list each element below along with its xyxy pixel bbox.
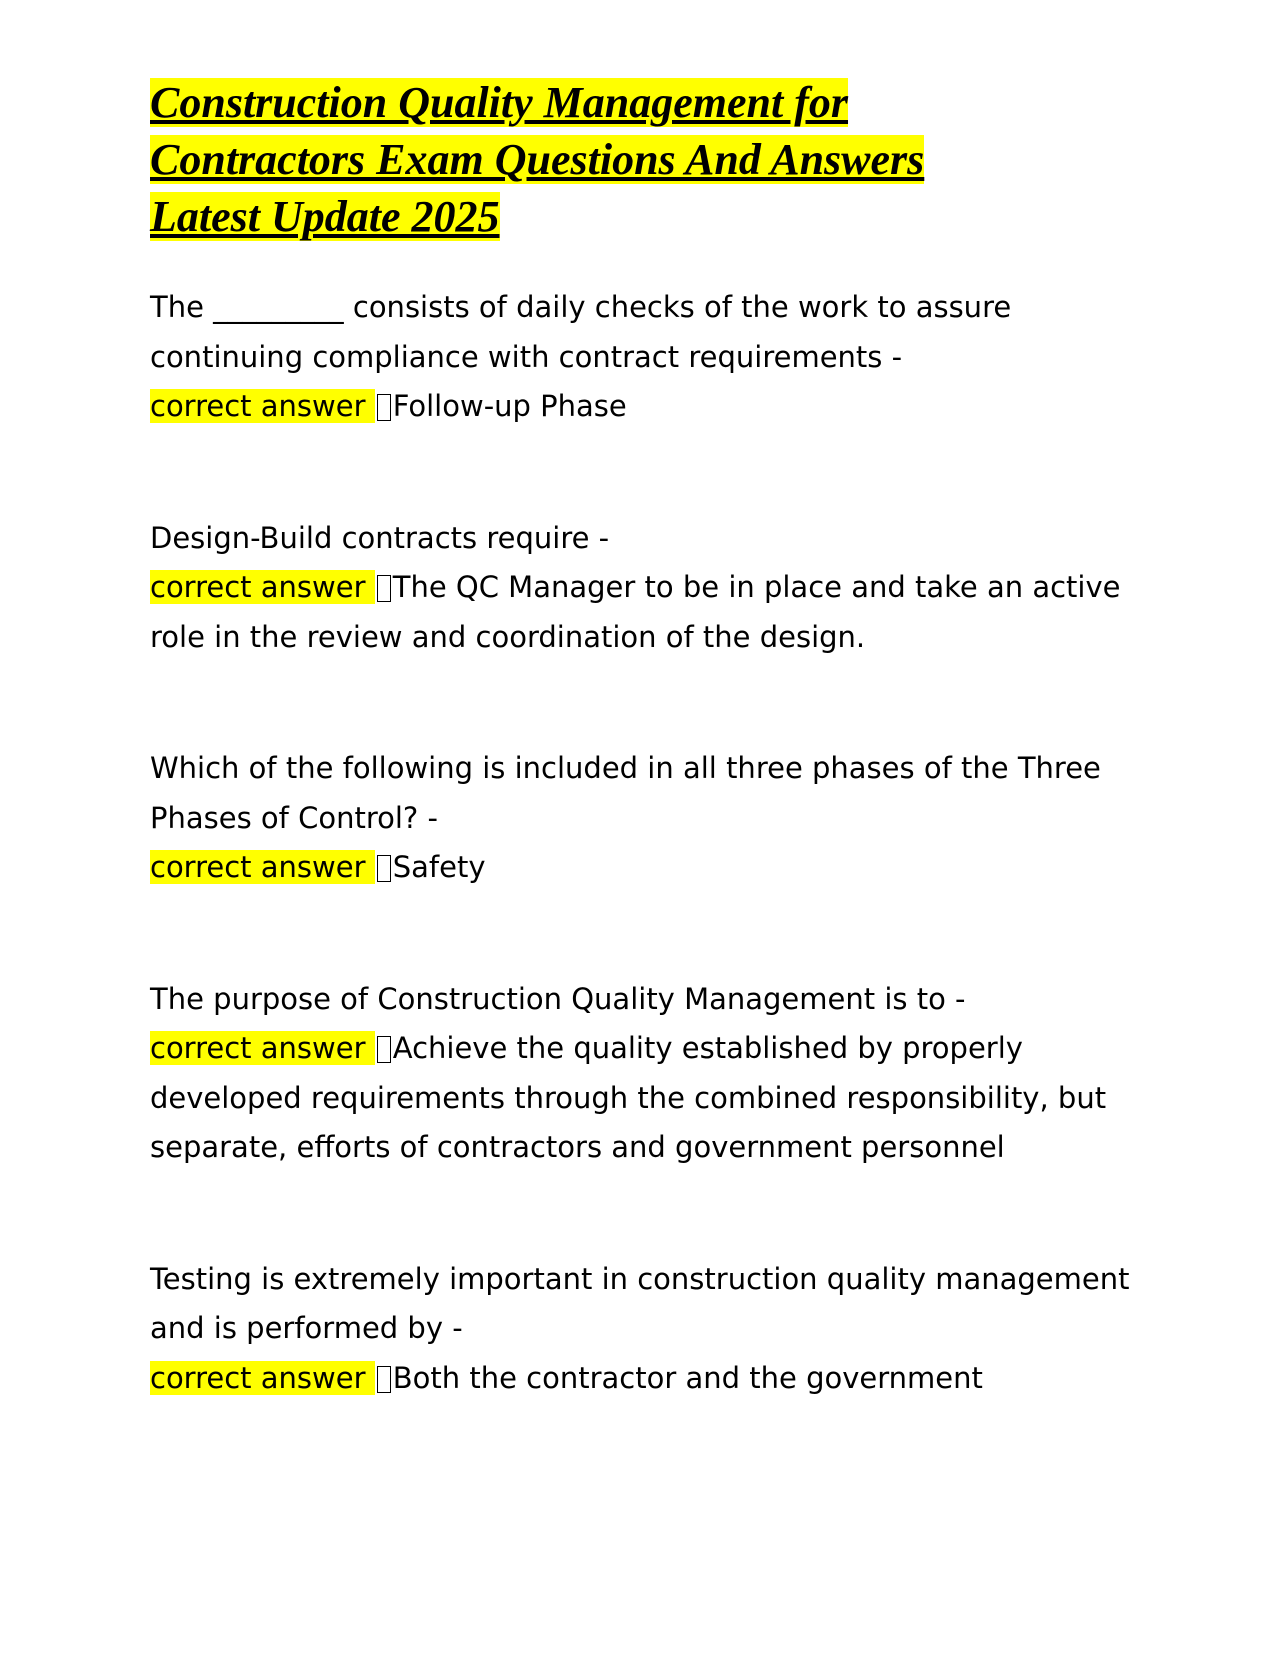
question-text: Design-Build contracts require - xyxy=(150,520,610,555)
answer-text: Achieve the quality established by properly developed requirements through the combined responsibility, but separate, efforts of contractors and government personnel xyxy=(150,1031,1107,1164)
answer-text: The QC Manager to be in place and take an active role in the review and coordination of the design. xyxy=(150,570,1121,654)
answer-text: Safety xyxy=(392,850,486,884)
qa-item xyxy=(150,514,1130,663)
question-text: The _________ consists of daily checks of the work to assure continuing compliance with contract requirements - xyxy=(150,290,1012,374)
question-text: Testing is extremely important in construction quality management and is performed by - xyxy=(150,1261,1130,1345)
title-line-1: Construction Quality Management for xyxy=(150,78,849,127)
missing-glyph-icon xyxy=(377,394,391,421)
title-line-2: Contractors Exam Questions And Answers xyxy=(150,135,925,184)
answer-label: correct answer xyxy=(150,850,375,884)
answer-label: correct answer xyxy=(150,1360,375,1395)
document-page xyxy=(150,74,1130,1403)
answer-label: correct answer xyxy=(150,570,375,604)
qa-item xyxy=(150,283,1130,432)
answer-label: correct answer xyxy=(150,389,375,423)
qa-item xyxy=(150,744,1130,893)
qa-item xyxy=(150,1255,1130,1404)
question-text: Which of the following is included in all three phases of the Three Phases of Control? - xyxy=(150,751,1101,835)
qa-item xyxy=(150,975,1130,1173)
answer-label: correct answer xyxy=(150,1031,375,1065)
missing-glyph-icon xyxy=(377,855,391,882)
answer-text: Follow-up Phase xyxy=(392,389,627,423)
missing-glyph-icon xyxy=(377,1366,391,1393)
answer-text: Both the contractor and the government xyxy=(392,1360,983,1395)
missing-glyph-icon xyxy=(377,1036,391,1063)
document-title xyxy=(150,74,1130,245)
missing-glyph-icon xyxy=(377,575,391,602)
question-text: The purpose of Construction Quality Management is to - xyxy=(150,981,966,1016)
title-line-3: Latest Update 2025 xyxy=(150,192,500,241)
